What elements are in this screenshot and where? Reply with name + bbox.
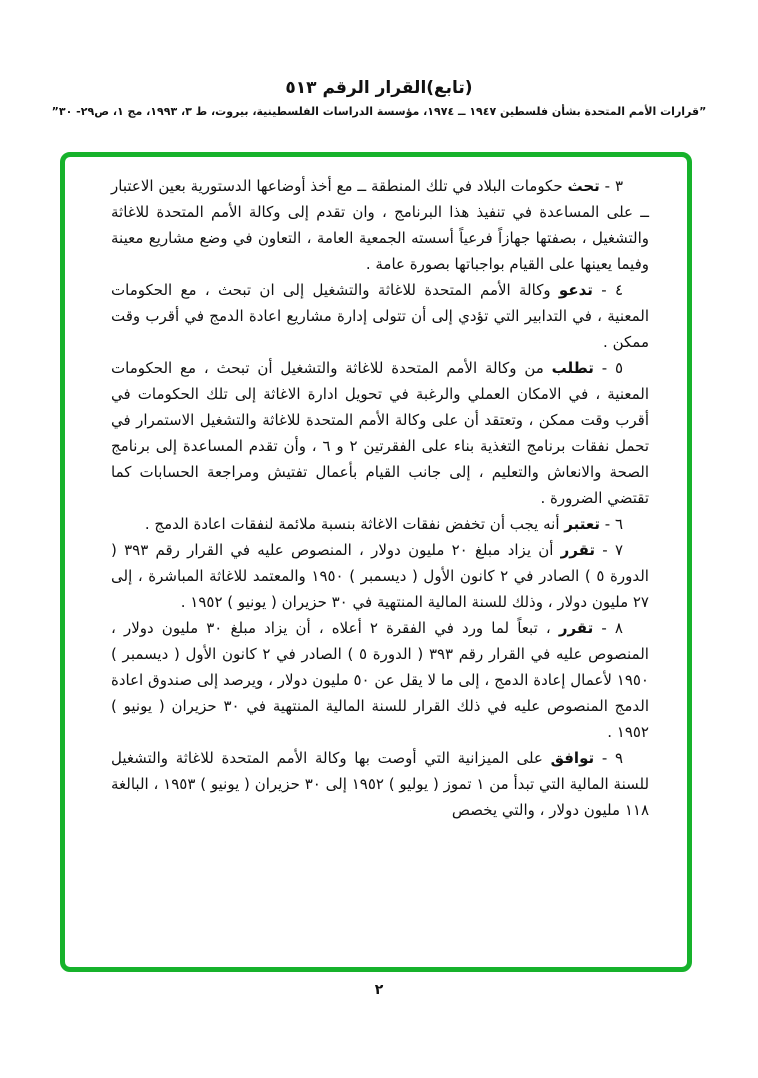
resolution-paragraph-5 — [111, 355, 649, 511]
paragraph-lead-verb: توافق — [550, 749, 595, 767]
resolution-paragraph-7 — [111, 537, 649, 615]
page-title: (تابع)القرار الرقم ٥١٣ — [285, 78, 473, 98]
paragraph-lead-verb: تطلب — [551, 359, 594, 377]
paragraph-number: ٨ - — [601, 619, 623, 637]
paragraph-text: أن يزاد مبلغ ٢٠ مليون دولار ، المنصوص عليه في القرار رقم ٣٩٣ ( الدورة ٥ ) الصادر في ٢ كانون الأول ( ديسمبر ) ١٩٥٠ والمعتمد للاغاثة المباشرة ، إلى ٢٧ مليون دولار ، وذلك للسنة المالية المنتهية في ٣٠ حزيران ( يونيو ) ١٩٥٢ . — [111, 541, 649, 611]
resolution-paragraph-3 — [111, 173, 649, 277]
paragraph-text: على الميزانية التي أوصت بها وكالة الأمم المتحدة للاغاثة والتشغيل للسنة المالية التي تبدأ من ١ تموز ( يوليو ) ١٩٥٢ إلى ٣٠ حزيران ( يونيو ) ١٩٥٣ ، البالغة ١١٨ مليون دولار ، والتي يخصص — [111, 749, 650, 819]
resolution-paragraph-9 — [111, 745, 649, 823]
paragraph-lead-verb: تعتبر — [564, 515, 600, 533]
paragraph-number: ٦ - — [604, 515, 623, 533]
paragraph-text: وكالة الأمم المتحدة للاغاثة والتشغيل إلى ان تبحث ، مع الحكومات المعنية ، في التدابير التي تؤدي إلى أن تتولى إدارة مشاريع اعادة الدمج في أقرب وقت ممكن . — [111, 281, 649, 351]
content-border-box — [60, 152, 692, 972]
page-number: ٢ — [374, 982, 384, 998]
page-header — [0, 78, 758, 118]
resolution-paragraph-8 — [111, 615, 649, 745]
resolution-text-block — [65, 157, 687, 823]
source-citation: ”قرارات الأمم المتحدة بشأن فلسطين ١٩٤٧ ــ ١٩٧٤، مؤسسة الدراسات الفلسطينية، بيروت، ط ٣، ١٩٩٣، مج ١، ص٢٩- ٣٠” — [51, 105, 707, 118]
paragraph-number: ٩ - — [601, 749, 623, 767]
paragraph-text: حكومات البلاد في تلك المنطقة ــ مع أخذ أوضاعها الدستورية بعين الاعتبار ــ على المساعدة في تنفيذ هذا البرنامج ، وان تقدم إلى وكالة الأمم المتحدة للاغاثة والتشغيل ، بصفتها جهازاً فرعياً أسسته الجمعية العامة ، التعاون في وضع مشاريع معينة وفيما يعينها على القيام بواجباتها بصورة عامة . — [111, 177, 649, 273]
paragraph-number: ٧ - — [602, 541, 623, 559]
paragraph-lead-verb: تحث — [567, 177, 600, 195]
resolution-paragraph-6 — [111, 511, 649, 537]
paragraph-lead-verb: تقرر — [560, 541, 596, 559]
paragraph-number: ٣ - — [604, 177, 623, 195]
paragraph-lead-verb: تدعو — [558, 281, 593, 299]
paragraph-text: من وكالة الأمم المتحدة للاغاثة والتشغيل أن تبحث ، مع الحكومات المعنية ، في الامكان العملي والرغبة في تحويل ادارة الاغاثة إلى تلك الحكومات في أقرب وقت ممكن ، وتعتقد أن على وكالة الأمم المتحدة للاغاثة والتشغيل الاستمرار في تحمل نفقات برنامج التغذية بناء على الفقرتين ٢ و ٦ ، وأن تقدم المساعدة إلى برنامج الصحة والانعاش والتعليم ، إلى جانب القيام بأعمال تفتيش ومراجعة الحسابات كما تقتضي الضرورة . — [111, 359, 650, 507]
paragraph-number: ٥ - — [601, 359, 623, 377]
paragraph-text: أنه يجب أن تخفض نفقات الاغاثة بنسبة ملائمة لنفقات اعادة الدمج . — [144, 515, 560, 533]
resolution-paragraph-4 — [111, 277, 649, 355]
paragraph-lead-verb: تقرر — [558, 619, 594, 637]
paragraph-text: ، تبعاً لما ورد في الفقرة ٢ أعلاه ، أن يزاد مبلغ ٣٠ مليون دولار ، المنصوص عليه في القرار رقم ٣٩٣ ( الدورة ٥ ) الصادر في ٢ كانون الأول ( ديسمبر ) ١٩٥٠ لأعمال إعادة الدمج ، إلى ما لا يقل عن ٥٠ مليون دولار ، ويرصد إلى صندوق اعادة الدمج المنصوص عليه في ذلك القرار للسنة المالية المنتهية في ٣٠ حزيران ( يونيو ) ١٩٥٢ . — [111, 619, 649, 741]
paragraph-number: ٤ - — [601, 281, 623, 299]
